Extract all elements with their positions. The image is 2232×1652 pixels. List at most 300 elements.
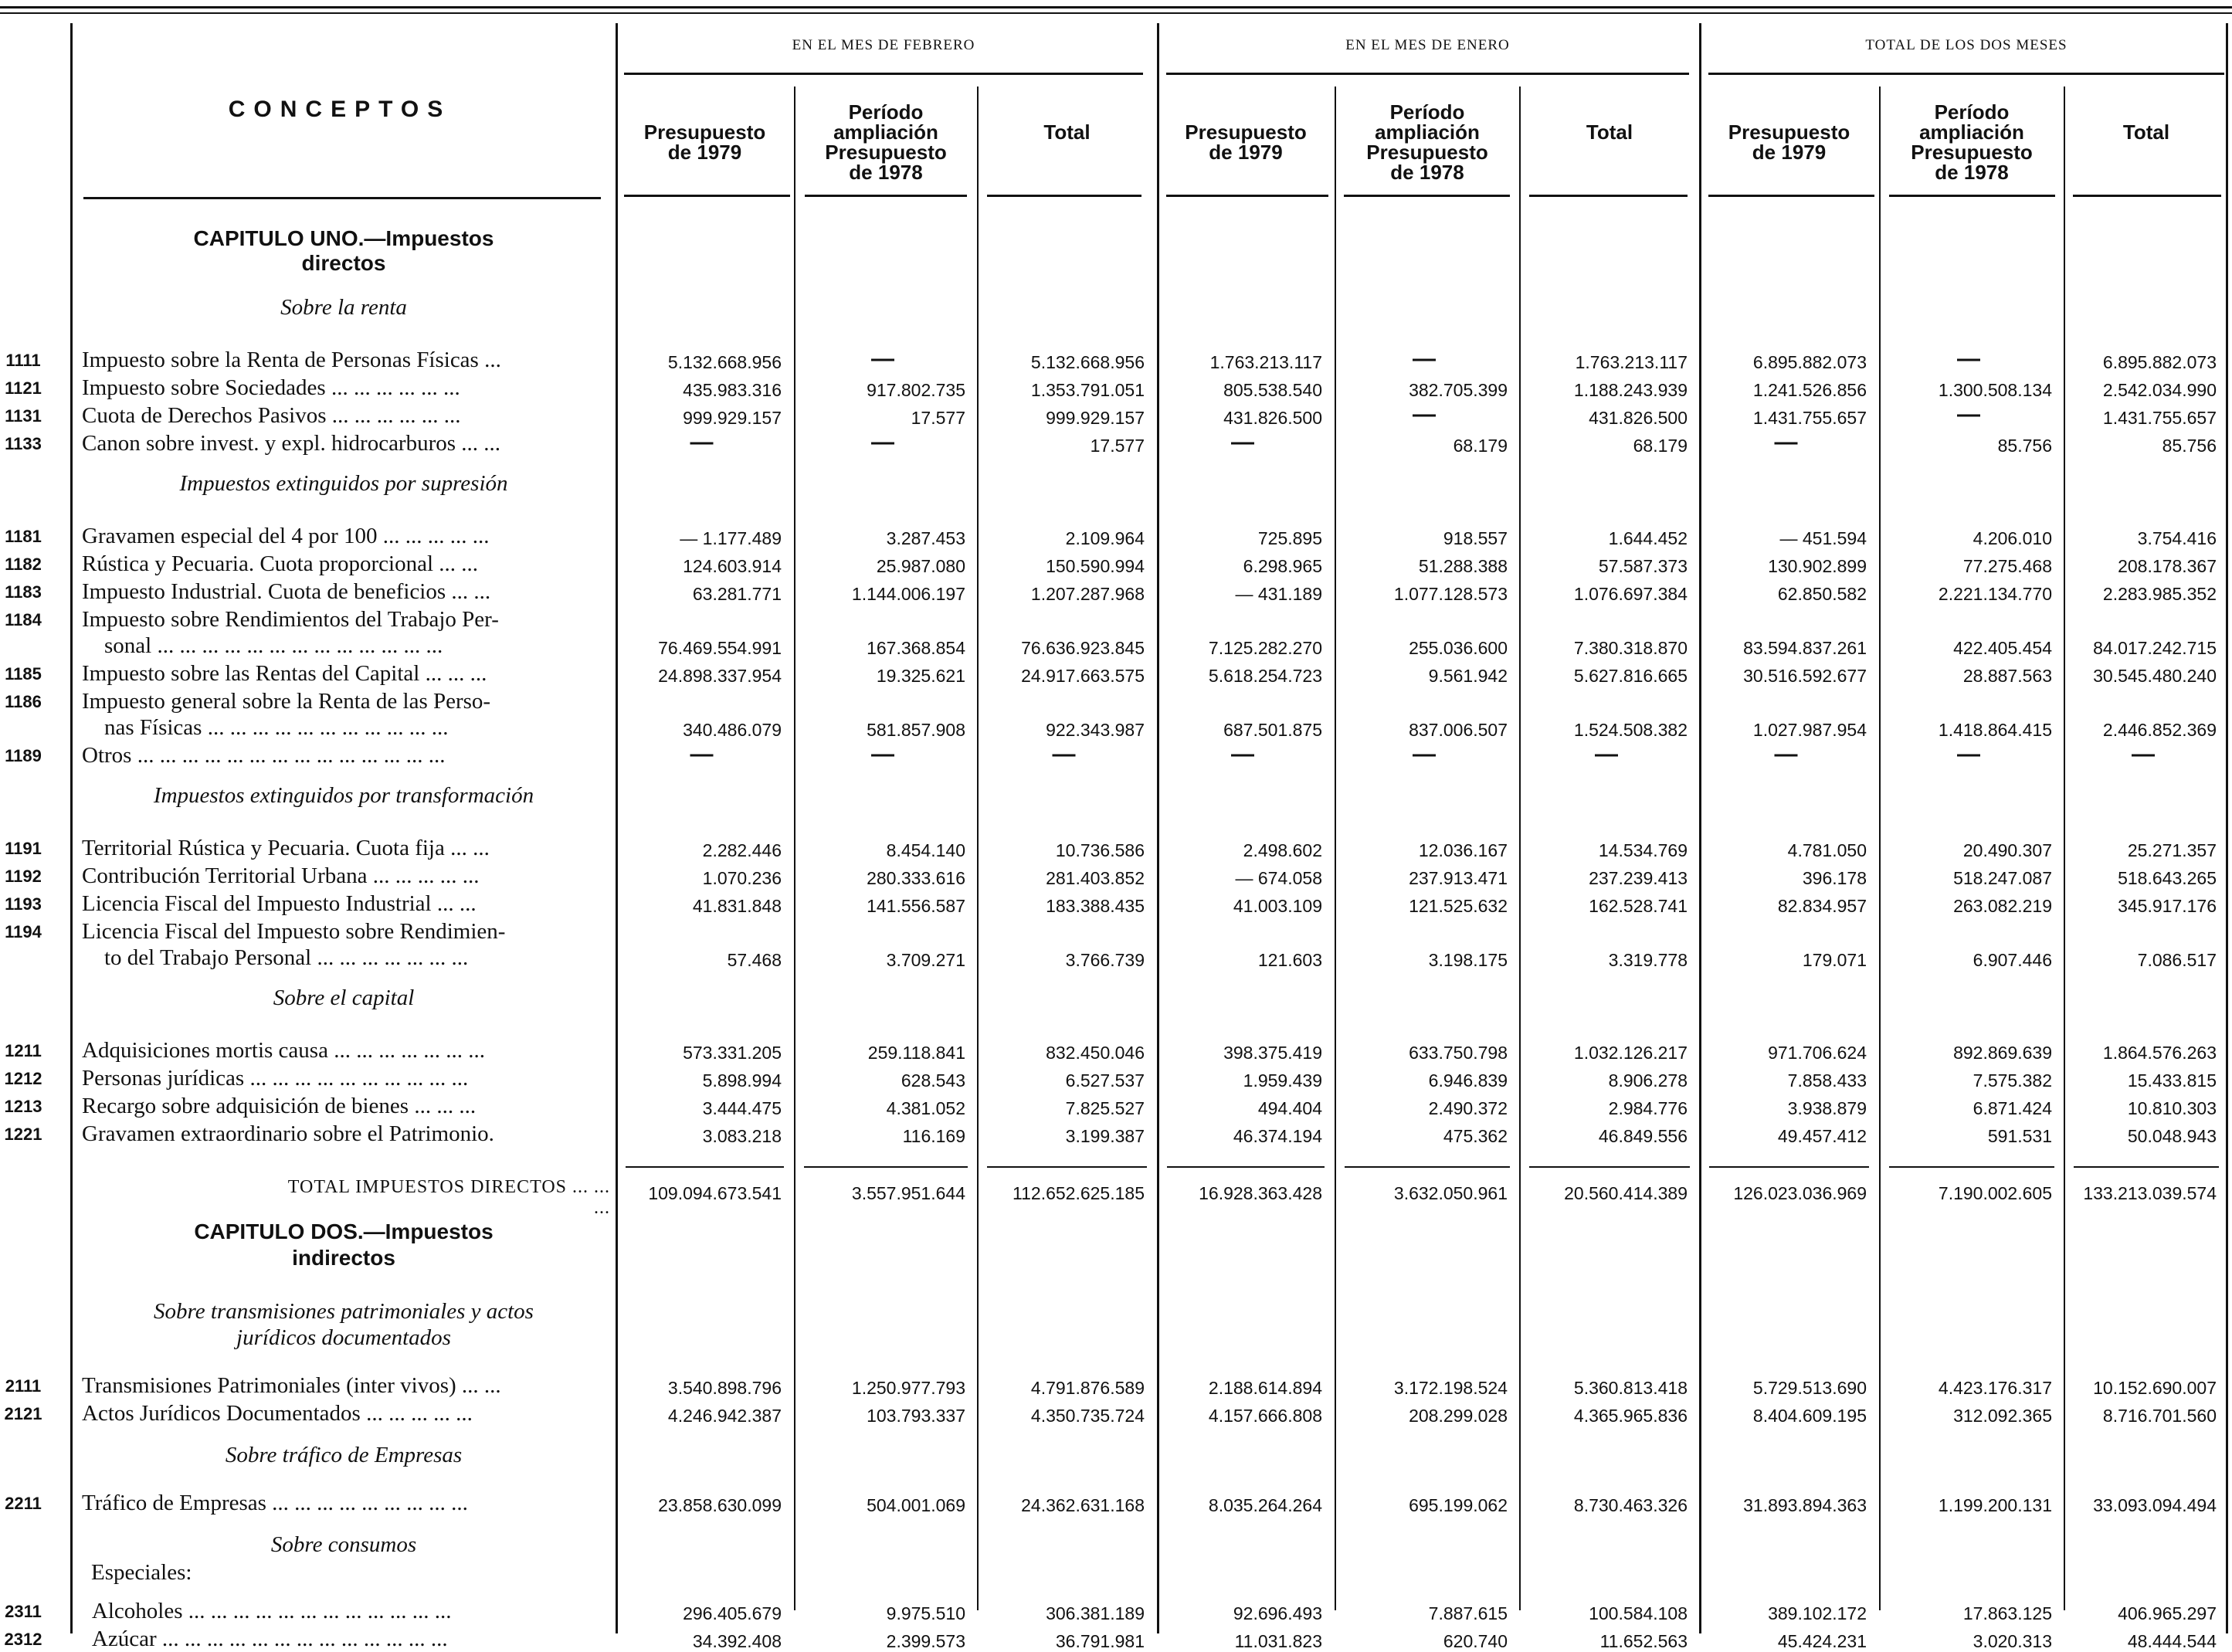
- amount-cell: 999.929.157: [1046, 408, 1145, 428]
- amount-cell: 14.534.769: [1598, 840, 1688, 860]
- amount-cell: 1.431.755.657: [1752, 408, 1867, 428]
- amount-cell: 2.282.446: [702, 840, 782, 860]
- empty-value-dash: —: [1595, 741, 1618, 767]
- table-row: [0, 890, 2232, 916]
- amount-cell: 2.498.602: [1243, 840, 1322, 860]
- subsection-label: Especiales:: [91, 1560, 192, 1585]
- amount-cell: 255.036.600: [1409, 638, 1508, 658]
- table-row: [0, 550, 2232, 576]
- amount-cell: — 1.177.489: [680, 528, 782, 548]
- amount-cell: 30.545.480.240: [2093, 666, 2217, 686]
- chapter-subtitle: indirectos: [292, 1246, 395, 1270]
- empty-value-dash: —: [1231, 429, 1254, 455]
- table-row: [0, 741, 2232, 768]
- amount-cell: 7.125.282.270: [1208, 638, 1322, 658]
- header-rule: [805, 195, 967, 197]
- group-title-january: EN EL MES DE ENERO: [1345, 37, 1510, 53]
- column-header-total: Total: [2122, 120, 2170, 144]
- total-rule: [1709, 1166, 1869, 1168]
- concept-label: Adquisiciones mortis causa ... ... ... ... ... ... ...: [82, 1038, 485, 1063]
- amount-cell: 8.454.140: [886, 840, 965, 860]
- group-title-february: EN EL MES DE FEBRERO: [792, 37, 975, 53]
- account-code: 1192: [5, 867, 42, 886]
- amount-cell: 999.929.157: [683, 408, 782, 428]
- amount-cell: 280.333.616: [867, 868, 965, 888]
- amount-cell: 85.756: [1997, 436, 2052, 456]
- amount-cell: 805.538.540: [1223, 380, 1322, 400]
- amount-cell: 12.036.167: [1418, 840, 1508, 860]
- concept-label: Impuesto sobre Sociedades ... ... ... ... ... ...: [82, 375, 460, 400]
- amount-cell: 3.020.313: [1973, 1631, 2052, 1651]
- group-rule: [1708, 73, 2224, 75]
- amount-cell: 518.247.087: [1953, 868, 2052, 888]
- amount-cell: 1.763.213.117: [1575, 352, 1688, 372]
- amount-cell: 296.405.679: [683, 1603, 782, 1623]
- amount-cell: 518.643.265: [2118, 868, 2217, 888]
- amount-cell: 130.902.899: [1768, 556, 1867, 576]
- concept-label: Azúcar ... ... ... ... ... ... ... ... ... ... ... ... ...: [82, 1627, 448, 1651]
- amount-cell: 922.343.987: [1046, 720, 1145, 740]
- amount-cell: 7.190.002.605: [1938, 1183, 2052, 1203]
- amount-cell: 832.450.046: [1046, 1043, 1145, 1063]
- amount-cell: 345.917.176: [2118, 896, 2217, 916]
- concept-label: Transmisiones Patrimoniales (inter vivos) ... ...: [82, 1373, 501, 1398]
- total-rule: [1345, 1166, 1510, 1168]
- concept-label: Impuesto sobre las Rentas del Capital ... ... ...: [82, 661, 487, 686]
- table-row: [0, 1092, 2232, 1118]
- column-header-presupuesto: Presupuesto de 1979: [643, 120, 766, 164]
- amount-cell: 1.070.236: [702, 868, 782, 888]
- total-rule: [987, 1166, 1147, 1168]
- amount-cell: 1.418.864.415: [1938, 720, 2052, 740]
- amount-cell: 150.590.994: [1046, 556, 1145, 576]
- amount-cell: 396.178: [1802, 868, 1867, 888]
- amount-cell: 9.975.510: [886, 1603, 965, 1623]
- amount-cell: 8.716.701.560: [2102, 1406, 2217, 1426]
- account-code: 2311: [5, 1602, 42, 1621]
- amount-cell: 208.178.367: [2118, 556, 2217, 576]
- concept-label: Canon sobre invest. y expl. hidrocarburos ... ...: [82, 431, 501, 456]
- amount-cell: 62.850.582: [1777, 584, 1867, 604]
- amount-cell: 121.525.632: [1409, 896, 1508, 916]
- table-row: [0, 1064, 2232, 1091]
- section-heading: Impuestos extinguidos por supresión: [179, 471, 508, 496]
- table-row: [0, 1489, 2232, 1515]
- amount-cell: 7.380.318.870: [1573, 638, 1688, 658]
- amount-cell: 3.938.879: [1787, 1098, 1867, 1118]
- table-row: [0, 1372, 2232, 1398]
- empty-value-dash: —: [1413, 402, 1436, 427]
- amount-cell: 2.984.776: [1608, 1098, 1688, 1118]
- concept-label: nas Físicas ... ... ... ... ... ... ... ... ... ... ...: [82, 715, 449, 740]
- empty-value-dash: —: [690, 741, 714, 767]
- amount-cell: 5.132.668.956: [667, 352, 782, 372]
- account-code: 1189: [5, 746, 42, 765]
- amount-cell: 6.527.537: [1065, 1070, 1145, 1091]
- amount-cell: 382.705.399: [1409, 380, 1508, 400]
- amount-cell: 1.644.452: [1608, 528, 1688, 548]
- column-header-total: Total: [1586, 120, 1633, 144]
- amount-cell: — 451.594: [1779, 528, 1867, 548]
- amount-cell: 340.486.079: [683, 720, 782, 740]
- concept-label: Personas jurídicas ... ... ... ... ... ... ... ... ... ...: [82, 1066, 469, 1091]
- concept-label: Otros ... ... ... ... ... ... ... ... ... ... ... ... ... ...: [82, 743, 446, 768]
- amount-cell: 6.871.424: [1973, 1098, 2052, 1118]
- amount-cell: 422.405.454: [1953, 638, 2052, 658]
- amount-cell: 7.825.527: [1065, 1098, 1145, 1118]
- amount-cell: 15.433.815: [2127, 1070, 2217, 1091]
- amount-cell: 167.368.854: [867, 638, 965, 658]
- amount-cell: 687.501.875: [1223, 720, 1322, 740]
- header-rule: [624, 195, 790, 197]
- amount-cell: 2.221.134.770: [1938, 584, 2052, 604]
- amount-cell: 103.793.337: [867, 1406, 965, 1426]
- empty-value-dash: —: [1774, 429, 1798, 455]
- amount-cell: 971.706.624: [1768, 1043, 1867, 1063]
- amount-cell: 1.207.287.968: [1030, 584, 1145, 604]
- amount-cell: 16.928.363.428: [1199, 1183, 1322, 1203]
- amount-cell: 133.213.039.574: [2083, 1183, 2217, 1203]
- amount-cell: 6.298.965: [1243, 556, 1322, 576]
- concepts-title: CONCEPTOS: [228, 97, 452, 122]
- amount-cell: 6.946.839: [1428, 1070, 1508, 1091]
- empty-value-dash: —: [1774, 741, 1798, 767]
- account-code: 1186: [5, 692, 42, 711]
- amount-cell: 1.077.128.573: [1393, 584, 1508, 604]
- amount-cell: 83.594.837.261: [1743, 638, 1867, 658]
- account-code: 1184: [5, 610, 42, 629]
- amount-cell: 68.179: [1453, 436, 1508, 456]
- amount-cell: 494.404: [1257, 1098, 1322, 1118]
- amount-cell: 10.810.303: [2127, 1098, 2217, 1118]
- table-row: [0, 834, 2232, 860]
- amount-cell: 591.531: [1987, 1126, 2052, 1146]
- amount-cell: 581.857.908: [867, 720, 965, 740]
- amount-cell: 41.003.109: [1233, 896, 1322, 916]
- amount-cell: 5.132.668.956: [1030, 352, 1145, 372]
- amount-cell: 237.913.471: [1409, 868, 1508, 888]
- total-row: [0, 1172, 2232, 1218]
- amount-cell: 17.577: [1090, 436, 1145, 456]
- account-code: 1181: [5, 527, 42, 546]
- amount-cell: 141.556.587: [867, 896, 965, 916]
- header-rule: [1889, 195, 2055, 197]
- amount-cell: 19.325.621: [876, 666, 965, 686]
- amount-cell: 4.381.052: [886, 1098, 965, 1118]
- amount-cell: 20.490.307: [1962, 840, 2052, 860]
- amount-cell: 6.895.882.073: [2102, 352, 2217, 372]
- amount-cell: 76.636.923.845: [1021, 638, 1145, 658]
- amount-cell: 1.199.200.131: [1938, 1495, 2052, 1515]
- amount-cell: 1.241.526.856: [1752, 380, 1867, 400]
- column-header-total: Total: [1043, 120, 1091, 144]
- header-rule: [1529, 195, 1688, 197]
- table-row: [0, 1120, 2232, 1146]
- amount-cell: 4.423.176.317: [1938, 1378, 2052, 1398]
- table-row: [0, 429, 2232, 456]
- amount-cell: 109.094.673.541: [648, 1183, 782, 1203]
- account-code: 1183: [5, 582, 42, 602]
- amount-cell: 126.023.036.969: [1733, 1183, 1867, 1203]
- concept-label: Impuesto sobre la Renta de Personas Físicas ...: [82, 348, 501, 372]
- concept-label: Gravamen extraordinario sobre el Patrimonio.: [82, 1121, 494, 1146]
- amount-cell: 68.179: [1633, 436, 1688, 456]
- table-row: [0, 862, 2232, 888]
- account-code: 1221: [4, 1125, 42, 1144]
- amount-cell: 3.766.739: [1065, 950, 1145, 970]
- amount-cell: 2.399.573: [886, 1631, 965, 1651]
- amount-cell: 4.781.050: [1787, 840, 1867, 860]
- amount-cell: 17.863.125: [1962, 1603, 2052, 1623]
- amount-cell: 389.102.172: [1768, 1603, 1867, 1623]
- amount-cell: 28.887.563: [1962, 666, 2052, 686]
- amount-cell: 112.652.625.185: [1013, 1183, 1145, 1203]
- group-rule: [1166, 73, 1689, 75]
- concept-label: Recargo sobre adquisición de bienes ... ... ...: [82, 1094, 477, 1118]
- column-header-periodo: Período ampliación Presupuesto de 1978: [1366, 100, 1488, 184]
- amount-cell: 183.388.435: [1046, 896, 1145, 916]
- amount-cell: 306.381.189: [1046, 1603, 1145, 1623]
- amount-cell: 63.281.771: [692, 584, 782, 604]
- amount-cell: 5.729.513.690: [1752, 1378, 1867, 1398]
- header-rule: [83, 197, 601, 199]
- amount-cell: 48.444.544: [2127, 1631, 2217, 1651]
- amount-cell: 208.299.028: [1409, 1406, 1508, 1426]
- amount-cell: 1.144.006.197: [851, 584, 965, 604]
- amount-cell: 24.917.663.575: [1021, 666, 1145, 686]
- total-rule: [1529, 1166, 1690, 1168]
- amount-cell: 30.516.592.677: [1743, 666, 1867, 686]
- amount-cell: 57.468: [727, 950, 782, 970]
- concept-label: Alcoholes ... ... ... ... ... ... ... ... ... ... ... ...: [82, 1599, 452, 1623]
- amount-cell: 24.898.337.954: [658, 666, 782, 686]
- account-code: 2111: [5, 1376, 42, 1396]
- amount-cell: 3.083.218: [702, 1126, 782, 1146]
- concept-label: Rústica y Pecuaria. Cuota proporcional ... ...: [82, 551, 479, 576]
- amount-cell: 124.603.914: [683, 556, 782, 576]
- empty-value-dash: —: [871, 741, 894, 767]
- amount-cell: 25.271.357: [2127, 840, 2217, 860]
- amount-cell: 1.524.508.382: [1573, 720, 1688, 740]
- amount-cell: 628.543: [901, 1070, 965, 1091]
- amount-cell: 45.424.231: [1777, 1631, 1867, 1651]
- amount-cell: 3.754.416: [2137, 528, 2217, 548]
- table-row: [0, 374, 2232, 400]
- amount-cell: 3.172.198.524: [1393, 1378, 1508, 1398]
- amount-cell: — 674.058: [1235, 868, 1322, 888]
- amount-cell: 237.239.413: [1589, 868, 1688, 888]
- top-rule: [0, 6, 2232, 8]
- amount-cell: 8.906.278: [1608, 1070, 1688, 1091]
- amount-cell: 92.696.493: [1233, 1603, 1322, 1623]
- amount-cell: 7.887.615: [1428, 1603, 1508, 1623]
- account-code: 1133: [5, 434, 42, 453]
- chapter-subtitle: directos: [301, 251, 386, 275]
- amount-cell: 2.446.852.369: [2102, 720, 2217, 740]
- section-heading: Sobre la renta: [280, 295, 407, 320]
- amount-cell: 3.198.175: [1428, 950, 1508, 970]
- table-row: [0, 346, 2232, 372]
- amount-cell: 1.353.791.051: [1030, 380, 1145, 400]
- chapter-title: CAPITULO UNO.—Impuestos: [193, 226, 494, 250]
- amount-cell: 7.575.382: [1973, 1070, 2052, 1091]
- amount-cell: 6.907.446: [1973, 950, 2052, 970]
- empty-value-dash: —: [1957, 346, 1980, 371]
- amount-cell: 3.632.050.961: [1393, 1183, 1508, 1203]
- amount-cell: 3.287.453: [886, 528, 965, 548]
- amount-cell: 620.740: [1443, 1631, 1508, 1651]
- amount-cell: 7.086.517: [2137, 950, 2217, 970]
- amount-cell: 695.199.062: [1409, 1495, 1508, 1515]
- amount-cell: 10.736.586: [1055, 840, 1145, 860]
- top-rule-2: [0, 12, 2232, 14]
- amount-cell: 312.092.365: [1953, 1406, 2052, 1426]
- amount-cell: 51.288.388: [1418, 556, 1508, 576]
- total-rule: [804, 1166, 968, 1168]
- concept-label: Licencia Fiscal del Impuesto Industrial ... ...: [82, 891, 477, 916]
- amount-cell: 100.584.108: [1589, 1603, 1688, 1623]
- concept-label: Territorial Rústica y Pecuaria. Cuota fija ... ...: [82, 836, 490, 860]
- amount-cell: 11.031.823: [1234, 1631, 1322, 1651]
- group-title-both-months: TOTAL DE LOS DOS MESES: [1865, 37, 2067, 53]
- amount-cell: 6.895.882.073: [1752, 352, 1867, 372]
- amount-cell: 281.403.852: [1046, 868, 1145, 888]
- concept-label: Impuesto Industrial. Cuota de beneficios ... ...: [82, 579, 491, 604]
- amount-cell: 4.246.942.387: [667, 1406, 782, 1426]
- amount-cell: 475.362: [1443, 1126, 1508, 1146]
- table-row: [0, 522, 2232, 548]
- account-code: 2211: [5, 1494, 42, 1513]
- account-code: 1111: [5, 351, 41, 370]
- concept-label: Contribución Territorial Urbana ... ... ... ... ...: [82, 863, 480, 888]
- table-row: [0, 918, 2232, 970]
- section-heading: Impuestos extinguidos por transformación: [153, 783, 534, 808]
- amount-cell: 435.983.316: [683, 380, 782, 400]
- amount-cell: 263.082.219: [1953, 896, 2052, 916]
- amount-cell: 116.169: [902, 1126, 965, 1146]
- concept-label: sonal ... ... ... ... ... ... ... ... ... ... ... ... ...: [82, 633, 443, 658]
- amount-cell: 4.350.735.724: [1030, 1406, 1145, 1426]
- account-code: 1194: [5, 922, 42, 941]
- section-heading: Sobre el capital: [273, 985, 415, 1010]
- empty-value-dash: —: [871, 429, 894, 455]
- account-code: 1211: [5, 1041, 42, 1060]
- account-code: 1182: [5, 555, 42, 574]
- table-row: [0, 660, 2232, 686]
- amount-cell: 7.858.433: [1787, 1070, 1867, 1091]
- amount-cell: 259.118.841: [867, 1043, 965, 1063]
- empty-value-dash: —: [2132, 741, 2155, 767]
- amount-cell: 4.206.010: [1973, 528, 2052, 548]
- amount-cell: 41.831.848: [692, 896, 782, 916]
- amount-cell: 3.540.898.796: [667, 1378, 782, 1398]
- amount-cell: 46.849.556: [1598, 1126, 1688, 1146]
- amount-cell: 25.987.080: [876, 556, 965, 576]
- empty-value-dash: —: [1957, 741, 1980, 767]
- chapter-title: CAPITULO DOS.—Impuestos: [194, 1219, 494, 1243]
- table-row: [0, 1399, 2232, 1426]
- amount-cell: 633.750.798: [1409, 1043, 1508, 1063]
- amount-cell: 57.587.373: [1598, 556, 1688, 576]
- empty-value-dash: —: [871, 346, 894, 371]
- amount-cell: 24.362.631.168: [1021, 1495, 1145, 1515]
- amount-cell: 725.895: [1257, 528, 1322, 548]
- header-rule: [987, 195, 1141, 197]
- account-code: 1121: [5, 378, 42, 398]
- amount-cell: 162.528.741: [1589, 896, 1688, 916]
- amount-cell: 918.557: [1443, 528, 1508, 548]
- amount-cell: 1.959.439: [1243, 1070, 1322, 1091]
- amount-cell: 406.965.297: [2118, 1603, 2217, 1623]
- table-row: [0, 1036, 2232, 1063]
- amount-cell: 46.374.194: [1233, 1126, 1322, 1146]
- concept-label: Gravamen especial del 4 por 100 ... ... ... ... ...: [82, 524, 490, 548]
- empty-value-dash: —: [1413, 346, 1436, 371]
- amount-cell: 504.001.069: [867, 1495, 965, 1515]
- amount-cell: 1.188.243.939: [1573, 380, 1688, 400]
- column-header-periodo: Período ampliación Presupuesto de 1978: [1911, 100, 2033, 184]
- section-heading: Sobre consumos: [270, 1532, 417, 1557]
- account-code: 2121: [4, 1404, 42, 1423]
- amount-cell: 77.275.468: [1962, 556, 2052, 576]
- amount-cell: 837.006.507: [1409, 720, 1508, 740]
- amount-cell: 2.542.034.990: [2102, 380, 2217, 400]
- account-code: 1212: [4, 1069, 42, 1088]
- table-row: [0, 687, 2232, 740]
- column-header-presupuesto: Presupuesto de 1979: [1728, 120, 1850, 164]
- amount-cell: 50.048.943: [2127, 1126, 2217, 1146]
- total-rule: [1167, 1166, 1325, 1168]
- section-heading: Sobre transmisiones patrimoniales y actos: [154, 1299, 534, 1324]
- empty-value-dash: —: [690, 429, 714, 455]
- amount-cell: 33.093.094.494: [2093, 1495, 2217, 1515]
- amount-cell: 1.032.126.217: [1573, 1043, 1688, 1063]
- section-heading: jurídicos documentados: [236, 1325, 451, 1350]
- amount-cell: 23.858.630.099: [658, 1495, 782, 1515]
- concept-label: Impuesto sobre Rendimientos del Trabajo Per-: [82, 607, 499, 632]
- account-code: 1191: [5, 839, 42, 858]
- amount-cell: 76.469.554.991: [658, 638, 782, 658]
- group-rule: [624, 73, 1143, 75]
- amount-cell: 49.457.412: [1777, 1126, 1867, 1146]
- amount-cell: 3.199.387: [1065, 1126, 1145, 1146]
- amount-cell: 121.603: [1257, 950, 1322, 970]
- table-row: [0, 1597, 2232, 1623]
- empty-value-dash: —: [1957, 402, 1980, 427]
- amount-cell: 8.035.264.264: [1208, 1495, 1322, 1515]
- concept-label: Impuesto general sobre la Renta de las Perso-: [82, 689, 491, 714]
- amount-cell: 398.375.419: [1223, 1043, 1322, 1063]
- empty-value-dash: —: [1413, 741, 1436, 767]
- amount-cell: 11.652.563: [1599, 1631, 1688, 1651]
- amount-cell: 2.490.372: [1428, 1098, 1508, 1118]
- amount-cell: 36.791.981: [1055, 1631, 1145, 1651]
- empty-value-dash: —: [1231, 741, 1254, 767]
- amount-cell: 84.017.242.715: [2093, 638, 2217, 658]
- total-label: TOTAL IMPUESTOS DIRECTOS ... ... ...: [287, 1177, 610, 1218]
- amount-cell: 3.709.271: [886, 950, 965, 970]
- amount-cell: 1.027.987.954: [1752, 720, 1867, 740]
- amount-cell: 1.864.576.263: [2102, 1043, 2217, 1063]
- empty-value-dash: —: [1052, 741, 1076, 767]
- amount-cell: 3.319.778: [1608, 950, 1688, 970]
- amount-cell: 3.444.475: [702, 1098, 782, 1118]
- header-rule: [1708, 195, 1874, 197]
- amount-cell: 5.618.254.723: [1208, 666, 1322, 686]
- section-heading: Sobre tráfico de Empresas: [225, 1443, 463, 1467]
- amount-cell: 573.331.205: [683, 1043, 782, 1063]
- account-code: 1193: [5, 894, 42, 914]
